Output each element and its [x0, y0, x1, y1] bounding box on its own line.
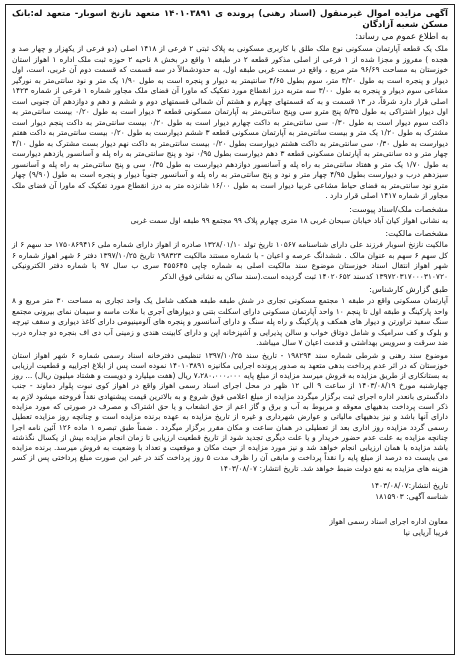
notice-number: شناسه آگهی: ۱۸۱۵۹۰۳ — [375, 492, 448, 502]
signature-block — [12, 516, 448, 538]
signature-name: فریبا آریایی نیا — [403, 528, 448, 538]
notice-footer — [12, 480, 448, 502]
expert-report: آپارتمان مسکونی واقع در طبقه ۱ مجتمع مسکونی تجاری در شش طبقه طبقه همکف شامل یک واحد تجاری به مساحت ۳۰ متر مربع و ۸ واحد پارکینگ و طبقه اول تا پنجم ۱۰ واحد آپارتمان مسکونی دارای اسکلت بتنی و دیوارهای آجری با ملات ماسه و سیمان نمای بیرونی مجتمع سنگ سفید تراورتن و دیوار های همکف و پارکینگ و راه پله سنگ و دارای آسانسور و پنجره های آلومینیومی دارای کاغذ دیواری و سقف تیرچه و بلوک و کف سرامیک و شامل دوتاق خواب و سالن پذیرایی و آشپزخانه اپن و دارای کابینت هندی و زمینی آب دی اف بنجره دو جداره درب ضد سرقت و سرویس بهداشتی و قدمت اعیان ۷ سال میباشد. — [12, 296, 449, 347]
ownership-details: مالکیت نازنخ اسوبار فرزند علی دارای شناسنامه ۱۰۵۶۷ تاریخ تولد ۱۳۲۸/۰۱/۱۰ صادره از اهواز دارای شماره ملی ۱۷۵۰۸۶۹۴۱۶ حد سهم ۶ از کل سهم ۶ سهم به عنوان مالک . ششدانگ عرصه و اعیان - با شماره مستند مالکیت ۱۹۸۳۲۳ تاریخ ۱۳۹۷/۱۰/۲۵ دفتر ۶ شهر اهواز شماره ۶ شهر اهواز انتقال اسناد خوزستان موضوع سند مالکیت اصلی به شماره چاپی ۴۵۵۶۴۵ سری ب سال ۹۷ با شماره دفتر الکترونیکی ۱۳۹۷۲۰۳۱۷۰۰۰۳۱۰۷۲۰ کدسند ۱۴۰۲۰۶۵۲ ثبت گردیده است.(سند ساکن به نشانی فوق الذکر — [12, 240, 448, 281]
specs-heading: مشخصات ملک/اسناد پیوست: — [349, 204, 448, 214]
publish-date: تاریخ انتشار:۱۴۰۳/۰۸/۰۷ — [370, 481, 448, 491]
auction-notice — [5, 4, 455, 655]
notice-title: آگهی مزایده اموال غیرمنقول (اسناد رهنی) پرونده ی ۱۴۰۱۰۳۸۹۱ متعهد نازنخ اسوبار- متعهد له:بانک مسکن شعبه آزادگان — [12, 9, 448, 30]
expert-heading: طبق گزارش کارشناس: — [369, 285, 448, 294]
property-address: به نشانی اهواز کیان آباد خیابان سبحان غربی ۱۸ متری چهارم پلاک ۹۹ مجتمع ۹۹ طبقه اول سمت غربی — [130, 215, 448, 225]
property-description: ملک یک قطعه آپارتمان مسکونی نوع ملک طلق با کاربری مسکونی به پلاک ثبتی ۲ فرعی از ۱۴۱۸ اصلی (دو فرعی از یکهزار و چهار صد و هجده ) مفروز و مجزا شده از ۱ فرعی از اصلی مذکور قطعه ۲ در طبقه ۱ واقع در بخش ۸ ناحیه ۲ حوزه ثبت ملک اداره ۱ اهواز استان خوزستان به مساحت ۹۶/۶۹ متر مربع ، واقع در سمت غربی طبقه اول، به حدودشمالاً در سه قسمت که قسمت دوم آن غربی، است، اول دیوار و پنجره است به طول ۳/۲۰ متر، سوم بطول ۴/۶۵ سانتیمتر به دیوار و پنجره است به طول ۱/۹۰ یک متر و نود سانتی‌متر به نورگیر مشاعی سوم دیوار و پنجره به طول ۳/۰۰ سه متربه درز انقطاع مورد تفکیک که ماورا آن فضای ملک مجاور شماره ۱ فرعی از شماره ۱۴۲۳ اصلی قرار دارد شرقاً، در ۱۳ قسمت و به که قسمتهای چهارم و هشتم آن شمالی قسمتهای دوم و ششم و دهم و دوازدهم آن جنوبی است اول دیوار اشتراکی به طول ۵/۳۵ پنج مترو سی وپنج سانتی‌متر به آپارتمان مسکونی قطعه ۳ دیوار است به طول ۰/۲۰ بیست سانتی‌متر به داکت سوم دیوار است به طول ۰/۳۰ سی سانتی‌متر به داکت چهارم دیوار است به طول ۰/۲۰ بیست سانتی‌متر به داکت پنجم دیوار است مشترک به طول ۱/۲۰ یک متر و بیست سانتی‌متر به آپارتمان مسکونی قطعه ۳ ششم دیوارست به طول ۰/۲۰ بیست سانتی‌متر به داکت هفتم دیوارست به طول ۰/۳۰ سی سانتی‌متر به داکت هشتم دیوارست بطول ۰/۲۰ بیست سانتی‌متر به داکت نهم دیوار بست مشترک به طول ۴/۱۰ چهار متر و ده سانتی‌متر به آپارتمان مسکونی قطعه ۳ دهم دیوارست بطول ۰/۹۵ نود و پنج سانتی‌متر به راه پله و آسانسور یازدهم دیوارست به طول ۱/۷۰ یک متر و هفتاد سانتی‌متر به راه پله و آسانسور دوازدهم دیوارست به طول ۰/۳۵ سی و پنج سانتی‌متر به راه پله و آسانسور سیزدهم درب و دیوارست بطول ۴/۹۵ چهار متر و نود و پنج سانتی‌متر به راه پله و آسانسور جنوباً دیوار و پنجره است به طول (۹/۹۰) چهار مترو نود سانتی‌متر به فضای حیاط مشاعی غربیا دیوار است به طول ۱۶/۰۰ شانزده متر به درز انقطاع مورد تفکیک که ماورا آن فضای ملک مجاور از شماره ۱۴۱۷ اصلی قرار دارد . — [12, 44, 449, 200]
notice-intro: به اطلاع عموم می رساند: — [355, 32, 448, 42]
signature-title: معاون اداره اجرای اسناد رسمی اهواز — [329, 517, 448, 527]
legal-terms: موضوع سند رهنی و شرطی شماره سند ۱۹۸۲۹۴ - تاریخ سند ۱۳۹۷/۱۰/۲۵ تنظیمی دفترخانه اسناد رسمی شماره ۶ شهر اهواز استان خوزستان که در اثر عدم پرداخت بدهی متعهد به صدور پرونده اجرایی مکانیزه ۱۴۰۱۰۳۸۹۱ نموده است پس از ابلاغ اجراییه و قطعیت ارزیابی به بستانکاری از طریق مزایده به فروش میرسد مزایده از مبلغ پایه ۷،۲۸۰،۰۰۰،۰۰۰ ریال (هفت میلیارد و دویست و هشتاد میلیون ریال) ... روز چهارشنبه مورخ ۱۴۰۳/۰۸/۱۹ از ساعت ۹ الی ۱۲ ظهر در محل اجرای اسناد رسمی اهواز واقع در اهواز کوی نبوت پلوار دماوند - جنب دادگستری بانعدر اداره اجرای ثبت برگزار میگردد مزایده از مبلغ اعلامی فوق شروع و به بالاترین قیمت پیشنهادی نقداً فروخته میشود لازم به ذکر است پرداخت بدهیهای معوقه و مربوط به آب و برق و گاز اعم از حق انشعاب و یا حق اشتراک و مصرف در صورتی که مورد مزایده دارای آنها باشد و نیز بدهیهای مالیاتی و عوارض شهرداری و غیره از تاریخ مزایده به عهده برنده مزایده است و چنانچه روز مزایده تعطیل رسمی گردد مزایده روز اداری بعد از تعطیلی در همان ساعت و مکان مقرر برگزار میگردد . ضمناً طبق تبصره ۱ ماده ۱۲۶ آئین نامه اجرا چنانچه مزایده به علت عدم حضور خریدار و یا علت دیگری تجدید شود از تاریخ قطعیت ارزیابی تا زمان انجام مزایده بیش از یکسال نگذشته باشد مزایده با همان ارزیابی انجام خواهد شد و نیز مورد مزایده از حیث مکان و موقعیت و تعداد با وضعیت به فروش میرسد. برنده مزایده می بایست ده درصد از مبلغ پایه را نقداً پرداخت و مابقی آن را ظرف مدت ۵ روز پرداخت کند در غیر این صورت مبلغ پرداختی پس از کسر هزینه های مزایده به نفع دولت ضبط خواهد شد. تاریخ انتشار: ۱۴۰۳/۰۸/۰۷ — [12, 350, 449, 473]
ownership-heading: مشخصات مالکیت: — [385, 229, 448, 238]
